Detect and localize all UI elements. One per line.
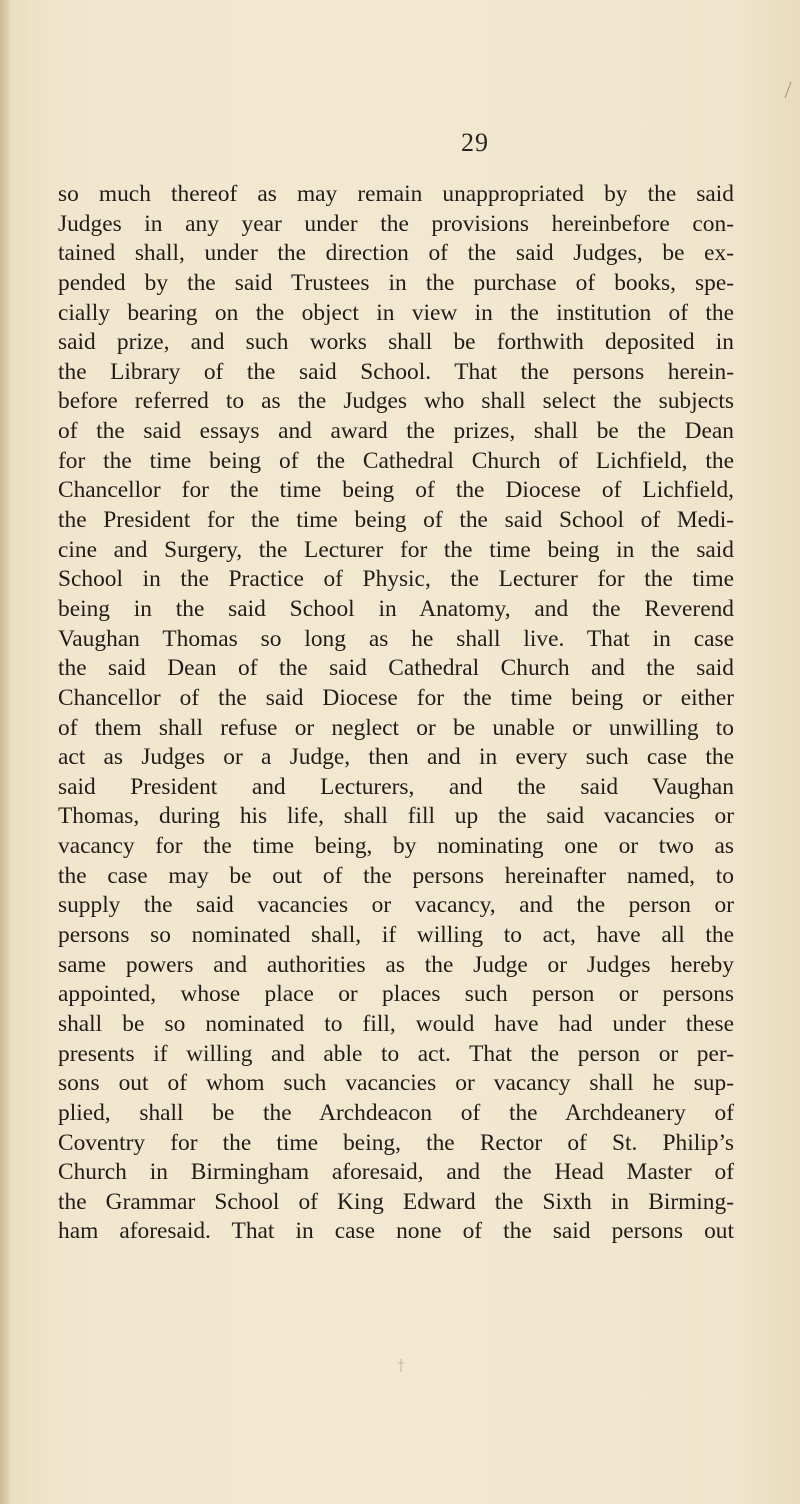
text-line: of the said essays and award the prizes, shall be the Dean — [58, 418, 734, 445]
text-line: the President for the time being of the said School of Medi- — [58, 507, 734, 534]
page-number: 29 — [461, 128, 489, 157]
text-line: Judges in any year under the provisions hereinbefore con- — [58, 210, 734, 237]
text-line: cially bearing on the object in view in the institution of the — [58, 299, 734, 326]
text-line: Coventry for the time being, the Rector of St. Philip’s — [58, 1129, 734, 1156]
text-line: sons out of whom such vacancies or vacancy shall he sup- — [58, 1070, 734, 1097]
text-line: Church in Birmingham aforesaid, and the Head Master of — [58, 1159, 734, 1186]
text-line: cine and Surgery, the Lecturer for the time being in the said — [58, 536, 734, 563]
text-line: School in the Practice of Physic, the Lecturer for the time — [58, 566, 734, 593]
text-line: the said Dean of the said Cathedral Church and the said — [58, 655, 734, 682]
text-line: for the time being of the Cathedral Church of Lichfield, the — [58, 447, 734, 474]
text-line: same powers and authorities as the Judge or Judges hereby — [58, 951, 734, 978]
text-line: of them shall refuse or neglect or be unable or unwilling to — [58, 714, 734, 741]
text-line: supply the said vacancies or vacancy, and the person or — [58, 892, 734, 919]
text-line: ham aforesaid. That in case none of the said persons out — [58, 1218, 734, 1245]
paper-speck-mark — [396, 1358, 406, 1374]
text-line: Chancellor for the time being of the Diocese of Lichfield, — [58, 477, 734, 504]
text-line: Thomas, during his life, shall fill up the said vacancies or — [58, 803, 734, 830]
text-line: said prize, and such works shall be forthwith deposited in — [58, 329, 734, 356]
text-line: the Grammar School of King Edward the Sixth in Birming- — [58, 1188, 734, 1215]
body-text — [58, 180, 734, 1247]
text-line: before referred to as the Judges who shall select the subjects — [58, 388, 734, 415]
text-line: persons so nominated shall, if willing to act, have all the — [58, 922, 734, 949]
text-line: plied, shall be the Archdeacon of the Archdeanery of — [58, 1099, 734, 1126]
text-line: the Library of the said School. That the persons herein- — [58, 358, 734, 385]
text-line: being in the said School in Anatomy, and the Reverend — [58, 595, 734, 622]
text-line: vacancy for the time being, by nominating one or two as — [58, 833, 734, 860]
paper-speck-mark — [783, 80, 793, 100]
text-line: tained shall, under the direction of the said Judges, be ex- — [58, 240, 734, 267]
text-line: Chancellor of the said Diocese for the time being or either — [58, 684, 734, 711]
text-line: pended by the said Trustees in the purchase of books, spe- — [58, 269, 734, 296]
page-binding-edge — [0, 0, 10, 1504]
text-line: act as Judges or a Judge, then and in every such case the — [58, 744, 734, 771]
text-line: Vaughan Thomas so long as he shall live. That in case — [58, 625, 734, 652]
text-line: the case may be out of the persons hereinafter named, to — [58, 862, 734, 889]
text-line: so much thereof as may remain unappropriated by the said — [58, 181, 734, 207]
text-line: shall be so nominated to fill, would have had under these — [58, 1010, 734, 1037]
text-line: presents if willing and able to act. That the person or per- — [58, 1040, 734, 1067]
text-line: said President and Lecturers, and the said Vaughan — [58, 773, 734, 800]
text-line: appointed, whose place or places such person or persons — [58, 981, 734, 1008]
